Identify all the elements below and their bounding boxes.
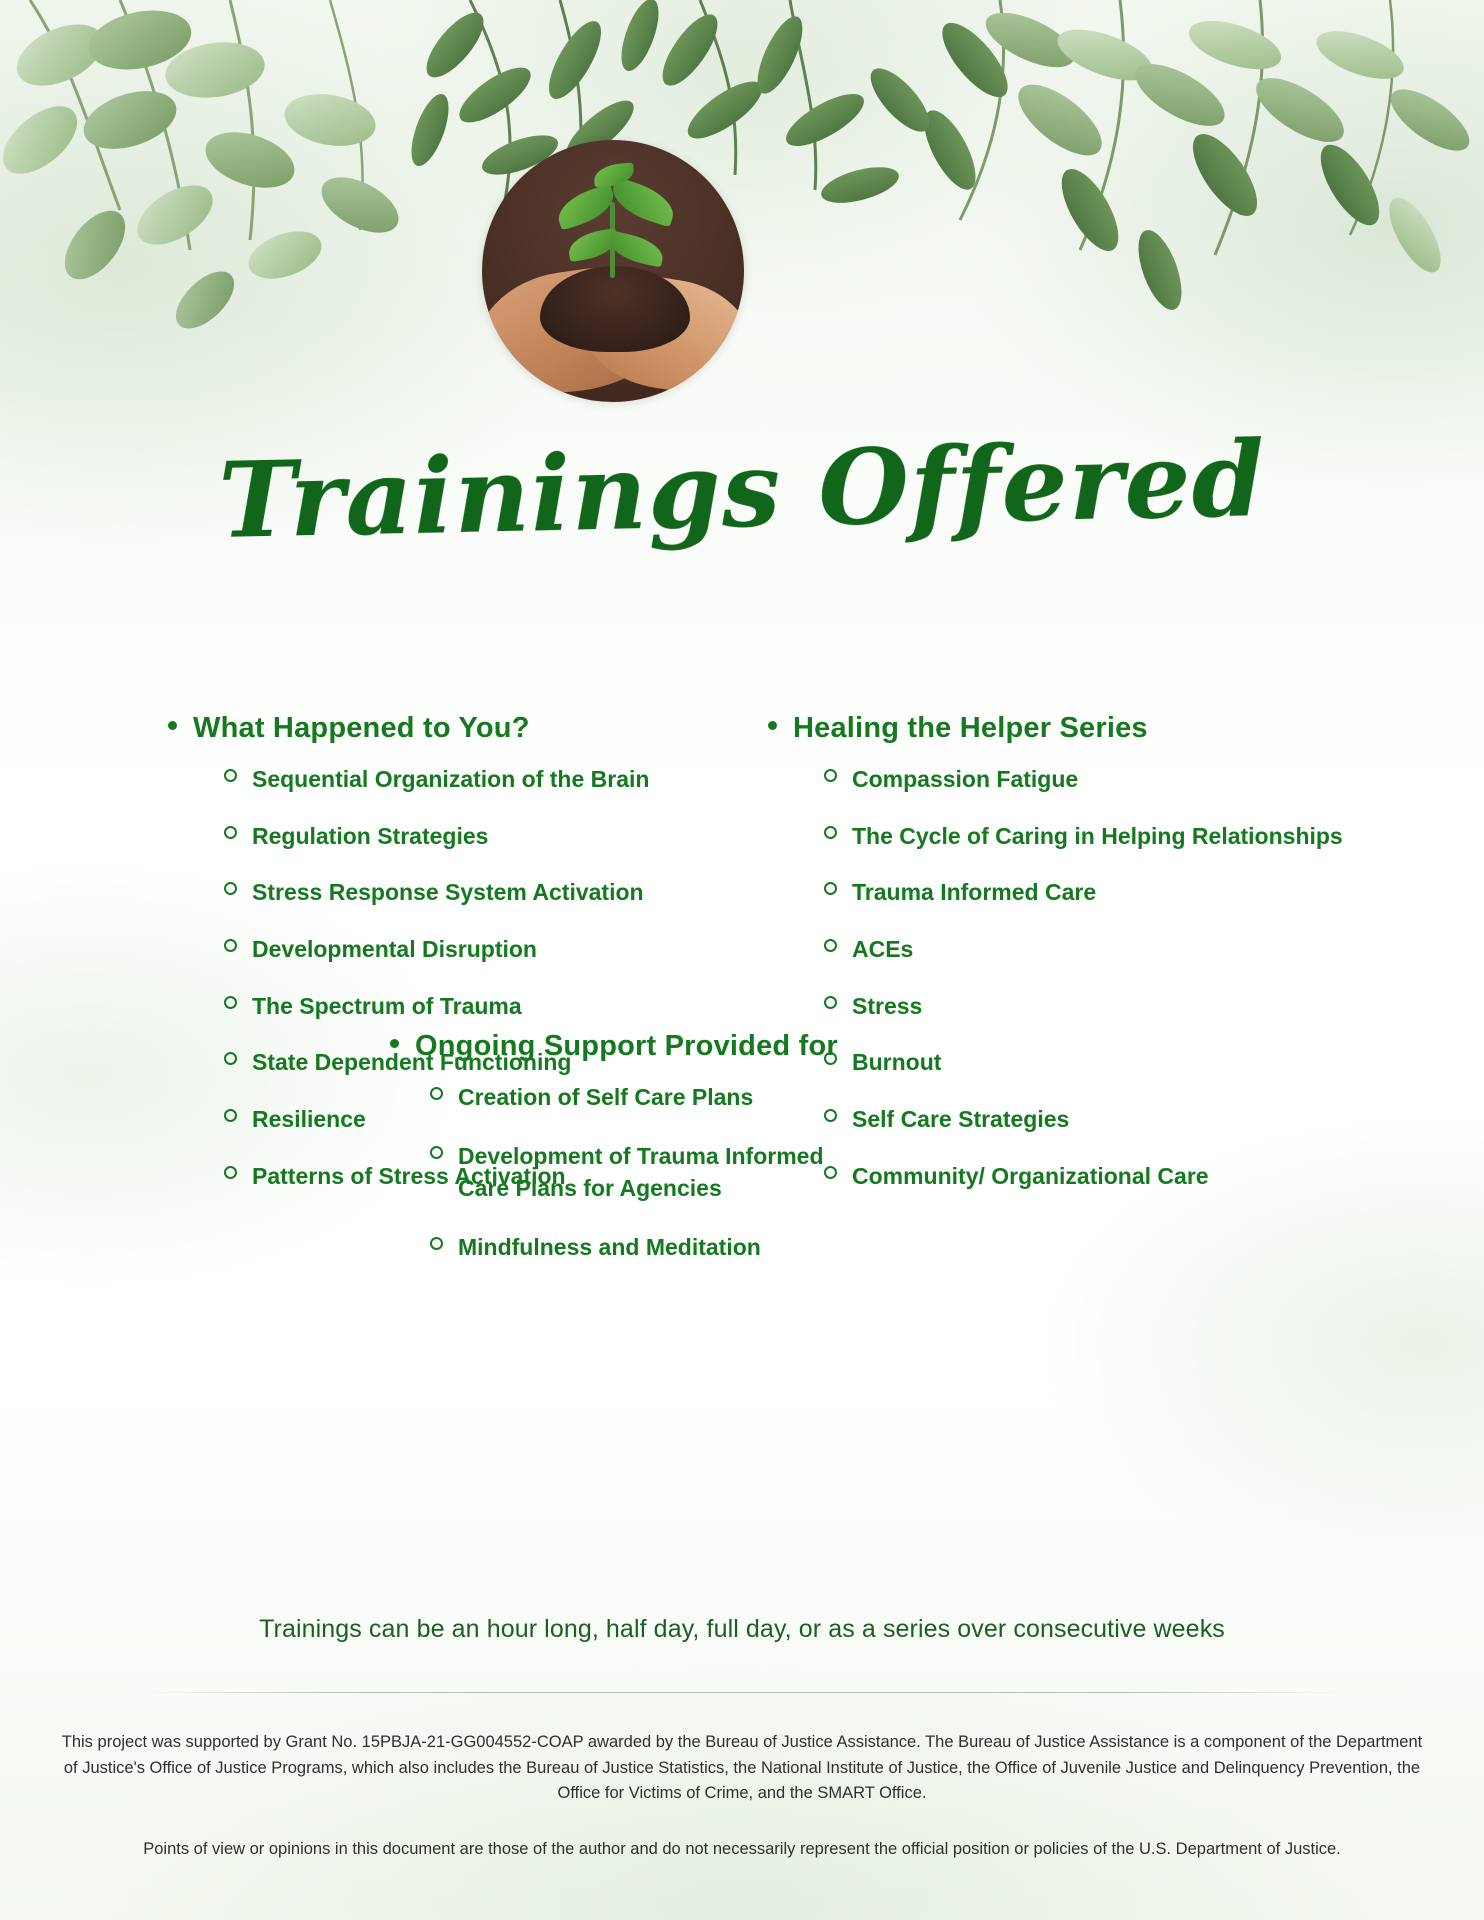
bullet-dot-icon [168, 721, 177, 730]
footer-divider [140, 1692, 1344, 1693]
section-ongoing-support [390, 1030, 1090, 1290]
bullet-ring-icon [224, 996, 237, 1009]
list-item [824, 876, 1388, 909]
bullet-dot-icon [390, 1039, 399, 1048]
bullet-ring-icon [224, 939, 237, 952]
list-item [224, 763, 768, 796]
list-item-label: Burnout [852, 1049, 942, 1076]
list-item-label: Creation of Self Care Plans [458, 1084, 754, 1110]
page-title: Trainings Offered [217, 417, 1267, 562]
section-heading-label: What Happened to You? [193, 712, 530, 744]
list-item-label: Resilience [252, 1105, 366, 1132]
bullet-ring-icon [224, 882, 237, 895]
bullet-ring-icon [430, 1146, 443, 1159]
list-item [430, 1140, 850, 1205]
footer-disclaimer [60, 1730, 1424, 1862]
list-item-label: Sequential Organization of the Brain [252, 766, 650, 792]
bullet-ring-icon [224, 1166, 237, 1179]
list-item-label: The Spectrum of Trauma [252, 992, 522, 1019]
bullet-dot-icon [768, 721, 777, 730]
list-item-label: Development of Trauma Informed Care Plans for Agencies [458, 1142, 824, 1202]
list-item [224, 876, 768, 909]
bullet-ring-icon [224, 769, 237, 782]
footer-opinions-paragraph: Points of view or opinions in this document are those of the author and do not necessarily represent the official position or policies of the U.S. Department of Justice. [143, 1839, 1341, 1858]
list-item-label: Self Care Strategies [852, 1105, 1070, 1132]
list-item-label: Trauma Informed Care [852, 879, 1097, 906]
bullet-ring-icon [824, 882, 837, 895]
bullet-ring-icon [224, 1109, 237, 1122]
list-item [224, 933, 768, 966]
bullet-ring-icon [430, 1087, 443, 1100]
list-item-label: Compassion Fatigue [852, 766, 1079, 792]
trainings-duration-note: Trainings can be an hour long, half day, full day, or as a series over consecutive weeks [259, 1615, 1225, 1643]
list-item-label: Developmental Disruption [252, 935, 537, 962]
list-item-label: Patterns of Stress Activation [252, 1162, 566, 1189]
bullet-ring-icon [824, 769, 837, 782]
bullet-ring-icon [224, 1052, 237, 1065]
list-item [224, 990, 768, 1023]
bullet-ring-icon [824, 826, 837, 839]
list-item [824, 763, 1388, 796]
section-heading-label: Ongoing Support Provided for [415, 1030, 838, 1062]
list-item-label: State Dependent Functioning [252, 1049, 572, 1076]
bullet-ring-icon [224, 826, 237, 839]
hands-holding-seedling-photo [482, 140, 744, 402]
list-item [430, 1231, 1090, 1264]
section-heading [390, 1030, 1090, 1063]
list-item [824, 990, 1388, 1023]
footer-grant-paragraph: This project was supported by Grant No. 15PBJA-21-GG004552-COAP awarded by the Bureau of Justice Assistance. The Bureau of Justice Assistance is a component of the Department of Justice's Office of Justice Programs, which also includes the Bureau of Justice Statistics, the National Institute of Justice, the Office of Juvenile Justice and Delinquency Prevention, the Office for Victims of Crime, and the SMART Office. [61, 1733, 1423, 1803]
bullet-ring-icon [824, 939, 837, 952]
section-item-list [390, 1081, 1090, 1264]
list-item-label: Community/ Organizational Care [852, 1162, 1209, 1189]
section-heading [768, 712, 1388, 745]
list-item-label: Mindfulness and Meditation [458, 1233, 761, 1260]
list-item-label: The Cycle of Caring in Helping Relationships [852, 822, 1343, 849]
list-item [824, 820, 1388, 853]
list-item-label: Stress Response System Activation [252, 879, 644, 906]
list-item [430, 1081, 1090, 1114]
list-item-label: Stress [852, 992, 923, 1019]
list-item [824, 933, 1388, 966]
bullet-ring-icon [430, 1237, 443, 1250]
list-item-label: ACEs [852, 935, 914, 962]
list-item-label: Regulation Strategies [252, 822, 489, 849]
section-heading-label: Healing the Helper Series [793, 712, 1148, 744]
section-heading [168, 712, 768, 745]
bullet-ring-icon [824, 996, 837, 1009]
list-item [224, 820, 768, 853]
